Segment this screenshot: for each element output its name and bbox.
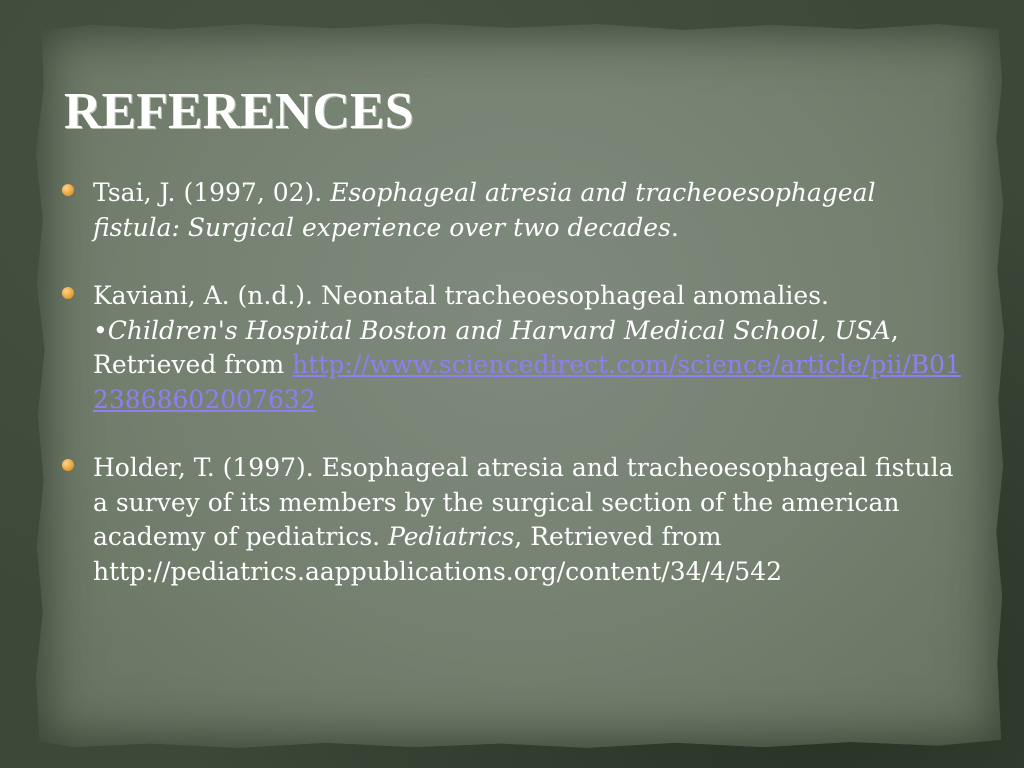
bullet-icon (62, 459, 74, 471)
reference-text-end: , Retrieved from http://pediatrics.aappublications.org/content/34/4/542 (93, 522, 783, 586)
reference-link[interactable]: http://www.sciencedirect.com/science/article/pii/B0123868602007632 (93, 350, 961, 414)
reference-list (62, 176, 962, 623)
bullet-icon (62, 184, 74, 196)
reference-text: Kaviani, A. (n.d.). Neonatal tracheoesophageal anomalies. (93, 281, 829, 310)
reference-source-italic: Children's Hospital Boston and Harvard Medical School, USA (107, 315, 891, 345)
reference-item-holder (62, 451, 962, 589)
reference-item-tsai (62, 176, 962, 245)
reference-item-kaviani (62, 279, 962, 417)
reference-journal-italic: Pediatrics (388, 522, 515, 551)
reference-text: Holder, T. (1997). Esophageal atresia and tracheoesophageal fistula a survey of its members by the surgical section of the american academy of pediatrics. (93, 453, 954, 551)
reference-text-end: . (670, 212, 679, 242)
inline-bullet-glyph: • (93, 315, 108, 345)
reference-title-italic: Esophageal atresia and tracheoesophageal fistula: Surgical experience over two decades (93, 178, 876, 242)
slide-title: REFERENCES (64, 83, 414, 140)
reference-text: Tsai, J. (1997, 02). (93, 178, 331, 207)
bullet-icon (62, 287, 74, 299)
reference-text-end: , Retrieved from (93, 315, 899, 379)
